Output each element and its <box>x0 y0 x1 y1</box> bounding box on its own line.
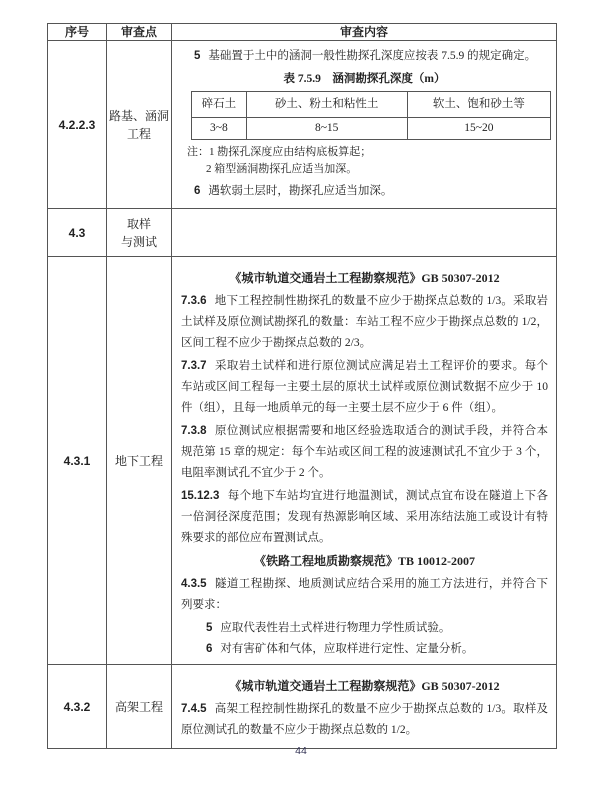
clause-number: 5 <box>206 622 213 634</box>
review-table <box>47 23 557 749</box>
clause-text: 基础置于土中的涵洞一般性勘探孔深度应按表 7.5.9 的规定确定。 <box>208 50 537 62</box>
row-review-content <box>172 41 557 209</box>
page-number: 44 <box>295 745 307 757</box>
clause-number: 7.3.8 <box>181 425 207 437</box>
culvert-depth-table <box>191 91 551 140</box>
clause-item <box>181 181 548 202</box>
clause-text: 隧道工程勘探、地质测试应结合采用的施工方法进行，并符合下列要求： <box>181 578 548 611</box>
clause-paragraph <box>181 486 548 549</box>
row-review-point <box>107 665 172 749</box>
inner-table-header-row <box>192 92 551 118</box>
column-header-review-content: 审查内容 <box>172 24 557 41</box>
review-point-line: 地下工程 <box>114 453 163 468</box>
clause-text: 高架工程控制性勘探孔的数量不应少于勘探点总数的 1/3。取样及原位测试孔的数量不应少于勘探点总数的 1/2。 <box>181 703 548 736</box>
table-row <box>48 257 557 665</box>
row-review-content <box>172 209 557 257</box>
inner-cell-value: 8~15 <box>246 118 407 140</box>
clause-paragraph <box>181 291 548 354</box>
row-review-content <box>172 665 557 749</box>
clause-number: 6 <box>206 643 213 655</box>
inner-table-value-row <box>192 118 551 140</box>
standard-heading: 《铁路工程地质勘察规范》TB 10012-2007 <box>253 554 475 568</box>
clause-text: 原位测试应根据需要和地区经验选取适合的测试手段，并符合本规范第 15 章的规定：每个车站或区间工程的波速测试孔不宜少于 3 个，电阻率测试孔不宜少于 2 个。 <box>181 425 548 479</box>
clause-text: 每个地下车站均宜进行地温测试，测试点宜布设在隧道上下各一倍洞径深度范围；发现有热源影响区域、采用冻结法施工或设计有特殊要求的部位应布置测试点。 <box>181 490 548 544</box>
clause-number: 15.12.3 <box>181 490 220 502</box>
table-note-2: 2 箱型涵洞勘探孔应适当加深。 <box>206 163 358 175</box>
row-serial: 4.2.2.3 <box>48 41 107 209</box>
table-note-1: 注：1 勘探孔深度应由结构底板算起； <box>187 146 372 158</box>
clause-item <box>181 46 548 67</box>
clause-paragraph <box>181 356 548 419</box>
clause-number: 7.4.5 <box>181 703 207 715</box>
review-point-line: 路基、涵洞 <box>109 108 170 123</box>
column-header-review-point: 审查点 <box>107 24 172 41</box>
clause-paragraph <box>181 574 548 616</box>
row-serial: 4.3.2 <box>48 665 107 749</box>
review-point-line: 工程 <box>126 126 151 141</box>
table-row <box>48 209 557 257</box>
inner-col-header: 软土、饱和砂土等 <box>407 92 550 118</box>
inner-table-caption: 表 7.5.9 涵洞勘探孔深度（m） <box>283 73 446 85</box>
clause-text: 遇软弱土层时，勘探孔应适当加深。 <box>208 185 393 197</box>
table-row <box>48 41 557 209</box>
clause-text: 对有害矿体和气体，应取样进行定性、定量分析。 <box>220 643 474 655</box>
table-header-row <box>48 24 557 41</box>
inner-cell-value: 3~8 <box>192 118 247 140</box>
row-review-point <box>107 257 172 665</box>
clause-subitem <box>181 618 548 639</box>
inner-col-header: 碎石土 <box>192 92 247 118</box>
table-row <box>48 665 557 749</box>
row-review-point <box>107 209 172 257</box>
clause-text: 采取岩土试样和进行原位测试应满足岩土工程评价的要求。每个车站或区间工程每一主要土层的原状土试样或原位测试数据不应少于 10 件（组），且每一地质单元的每一主要土层不应少于 6 件（组）。 <box>181 360 548 414</box>
clause-paragraph <box>181 699 548 741</box>
clause-number: 6 <box>194 185 201 197</box>
clause-subitem <box>181 639 548 660</box>
review-point-line: 取样 <box>126 216 151 231</box>
clause-number: 4.3.5 <box>181 578 207 590</box>
clause-text: 地下工程控制性勘探孔的数量不应少于勘探点总数的 1/3。采取岩土试样及原位测试勘探孔的数量：车站工程不应少于勘探点总数的 1/2，区间工程不应少于勘探点总数的 2/3。 <box>181 295 548 349</box>
standard-heading: 《城市轨道交通岩土工程勘察规范》GB 50307-2012 <box>229 271 500 285</box>
inner-cell-value: 15~20 <box>407 118 550 140</box>
clause-number: 7.3.6 <box>181 295 207 307</box>
clause-text: 应取代表性岩土式样进行物理力学性质试验。 <box>220 622 451 634</box>
inner-col-header: 砂土、粉土和粘性土 <box>246 92 407 118</box>
row-review-point <box>107 41 172 209</box>
clause-paragraph <box>181 421 548 484</box>
row-review-content <box>172 257 557 665</box>
row-serial: 4.3.1 <box>48 257 107 665</box>
clause-number: 7.3.7 <box>181 360 207 372</box>
review-point-line: 与测试 <box>120 234 157 249</box>
clause-number: 5 <box>194 50 201 62</box>
row-serial: 4.3 <box>48 209 107 257</box>
standard-heading: 《城市轨道交通岩土工程勘察规范》GB 50307-2012 <box>229 679 500 693</box>
review-point-line: 高架工程 <box>114 699 163 714</box>
column-header-serial: 序号 <box>48 24 107 41</box>
